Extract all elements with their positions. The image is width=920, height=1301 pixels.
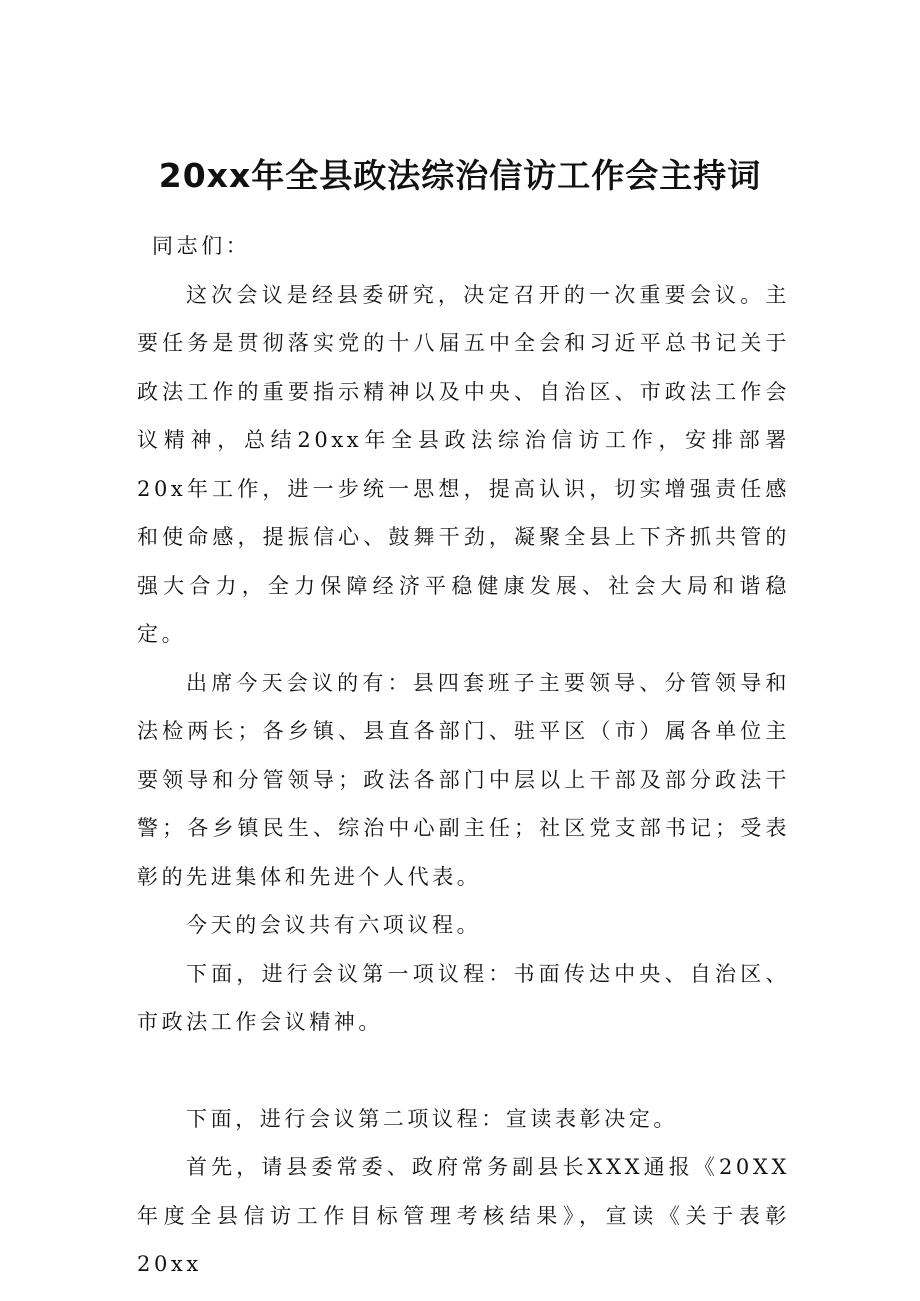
paragraph-agenda-count: 今天的会议共有六项议程。 [186,913,482,937]
paragraph-spacer [137,1047,790,1095]
paragraph-agenda-item-2: 下面，进行会议第二项议程：宣读表彰决定。 [186,1106,678,1131]
paragraph-attendees: 出席今天会议的有：县四套班子主要领导、分管领导和法检两长；各乡镇、县直各部门、驻平区（市）属各单位主要领导和分管领导；政法各部门中层以上干部及部分政法干警；各乡镇民生、综治中心副主任；社区党支部书记；受表彰的先进集体和先进个人代表。 [137,670,790,889]
document-title: 20xx年全县政法综治信访工作会主持词 [158,156,762,195]
salutation: 同志们： [152,234,251,258]
paragraph-agenda-item-1: 下面，进行会议第一项议程：书面传达中央、自治区、市政法工作会议精神。 [137,961,790,1034]
document-body [137,222,790,1289]
paragraph-report-announcement: 首先，请县委常委、政府常务副县长XXX通报《20XX年度全县信访工作目标管理考核结果》，宣读《关于表彰20xx [137,1155,790,1276]
paragraph-meeting-purpose: 这次会议是经县委研究，决定召开的一次重要会议。主要任务是贯彻落实党的十八届五中全会和习近平总书记关于政法工作的重要指示精神以及中央、自治区、市政法工作会议精神，总结20xx年全县政法综治信访工作，安排部署20x年工作，进一步统一思想，提高认识，切实增强责任感和使命感，提振信心、鼓舞干劲，凝聚全县上下齐抓共管的强大合力，全力保障经济平稳健康发展、社会大局和谐稳定。 [137,282,790,646]
